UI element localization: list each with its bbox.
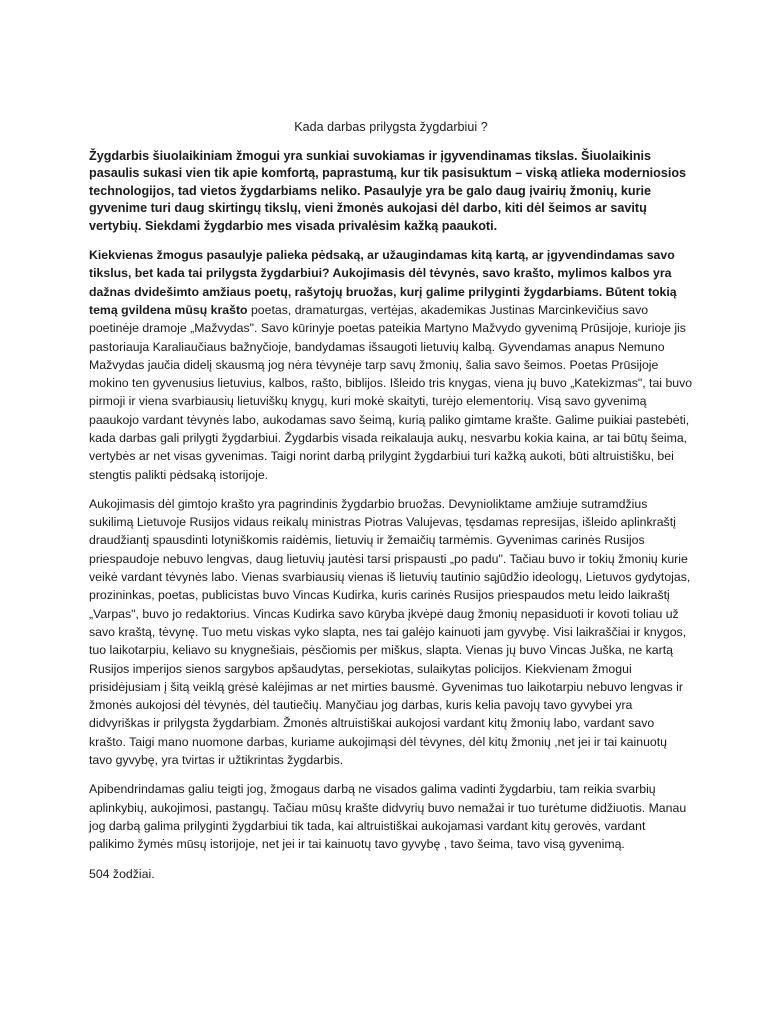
paragraph-mazvydas-bold: Kiekvienas žmogus pasaulyje palieka pėdsaką, ar užaugindamas kitą kartą, ar įgyvendindamas savo tikslus, bet kada tai prilygsta žygdarbiui? Aukojimasis dėl tėvynės, savo krašto, mylimos kalbos yra dažnas dvidešimto amžiaus poetų, rašytojų bruožas, kurį galime prilyginti žygdarbiams. Būtent tokią temą gvildena mūsų krašto xyxy=(89,248,677,317)
paragraph-intro: Žygdarbis šiuolaikiniam žmogui yra sunkiai suvokiamas ir įgyvendinamas tikslas. Šiuolaikinis pasaulis sukasi vien tik apie komfortą, paprastumą, kur tik pasisuktum – viską atlieka moderniosios technologijos, tad vietos žygdarbiams neliko. Pasaulyje yra be galo daug įvairių žmonių, kurie gyvenime turi daug skirtingų tikslų, vieni žmonės aukojasi dėl darbo, kiti dėl šeimos ar savitų vertybių. Siekdami žygdarbio mes visada privalėsim kažką paaukoti. xyxy=(89,149,687,233)
document-title: Kada darbas prilygsta žygdarbiui ? xyxy=(294,120,488,134)
paragraph-kudirka: Aukojimasis dėl gimtojo krašto yra pagrindinis žygdarbio bruožas. Devynioliktame amžiuje sutramdžius sukilimą Lietuvoje Rusijos vidaus reikalų ministras Piotras Valujevas, tęsdamas represijas, išleido aplinkraštį draudžiantį spausdinti lotyniškomis raidėmis, lietuvių ir žemaičių tarmėmis. Gyvenimas carinės Rusijos priespaudoje nebuvo lengvas, daug lietuvių jautėsi tarsi prispausti „po padu". Tačiau buvo ir tokių žmonių kurie veikė vardant tėvynės labo. Vienas svarbiausių vienas iš lietuvių tautinio sąjūdžio ideologų, Lietuvos gydytojas, prozininkas, poetas, publicistas buvo Vincas Kudirka, kuris carinės Rusijos priespaudos metu leido laikraštį „Varpas", buvo jo redaktorius. Vincas Kudirka savo kūryba įkvėpė daug žmonių nepasiduoti ir kovoti toliau už savo kraštą, tėvynę. Tuo metu viskas vyko slapta, nes tai galėjo kainuoti jam gyvybę. Visi laikraščiai ir knygos, tuo laikotarpiu, keliavo su knygnešiais, pėsčiomis per miškus, slapta. Vienas jų buvo Vincas Juška, ne kartą Rusijos imperijos sienos sargybos apšaudytas, persekiotas, sulaikytas policijos. Kiekvienam žmogui prisidėjusiam į šitą veiklą grėsė kalėjimas ar net mirties bausmė. Gyvenimas tuo laikotarpiu nebuvo lengvas ir žmonės aukojosi dėl tėvynės, dėl tautiečių. Manyčiau jog darbas, kuris kelia pavojų tavo gyvybei yra didvyriškas ir prilygsta žygdarbiam. Žmonės altruistiškai aukojosi vardant kitų žmonių labo, vardant savo krašto. Taigi mano nuomone darbas, kuriame aukojimąsi dėl tėvynes, dėl kitų žmonių ,net jei ir tai kainuotų tavo gyvybę, yra tvirtas ir užtikrintas žygdarbis. xyxy=(89,496,691,768)
word-count: 504 žodžiai. xyxy=(89,866,155,881)
paragraph-mazvydas xyxy=(89,246,693,484)
paragraph-mazvydas-rest: poetas, dramaturgas, vertėjas, akademikas Justinas Marcinkevičius savo poetinėje dramoje „Mažvydas". Savo kūrinyje poetas pateikia Martyno Mažvydo gyvenimą Prūsijoje, kurioje jis pastoriauja Karaliaučiaus bažnyčioje, bandydamas išsaugoti lietuvių kalbą. Gyvendamas anapus Nemuno Mažvydas jaučia didelį skausmą jog nėra tėvynėje tarp savų žmonių, šalia savo šeimos. Poetas Prūsijoje mokino ten gyvenusius lietuvius, kalbos, rašto, biblijos. Išleido tris knygas, viena jų buvo „Katekizmas", tai buvo pirmoji ir viena svarbiausių lietuviškų knygų, kuri mokė skaityti, turėjo elementorių. Visą savo gyvenimą paaukojo vardant tėvynės labo, aukodamas savo šeimą, kurią paliko gimtame krašte. Galime puikiai pastebėti, kada darbas gali prilygti žygdarbiui. Žygdarbis visada reikalauja aukų, nesvarbu kokia kaina, ar tai būtų šeima, vertybės ar net visas gyvenimas. Taigi norint darbą prilygint žygdarbiui turi kažką aukoti, būti altruistišku, bei stengtis palikti pėdsaką istorijoje. xyxy=(89,302,693,482)
document-page xyxy=(89,118,693,883)
paragraph-conclusion: Apibendrindamas galiu teigti jog, žmogaus darbą ne visados galima vadinti žygdarbiu, tam reikia svarbių aplinkybių, aukojimosi, pastangų. Tačiau mūsų krašte didvyrių buvo nemažai ir tuo turėtume didžiuotis. Manau jog darbą galima prilyginti žygdarbiui tik tada, kai altruistiškai aukojamasi vardant kitų gerovės, vardant palikimo žymės mūsų istorijoje, net jei ir tai kainuotų tavo gyvybę , tavo šeima, tavo visą gyvenimą. xyxy=(89,782,687,852)
